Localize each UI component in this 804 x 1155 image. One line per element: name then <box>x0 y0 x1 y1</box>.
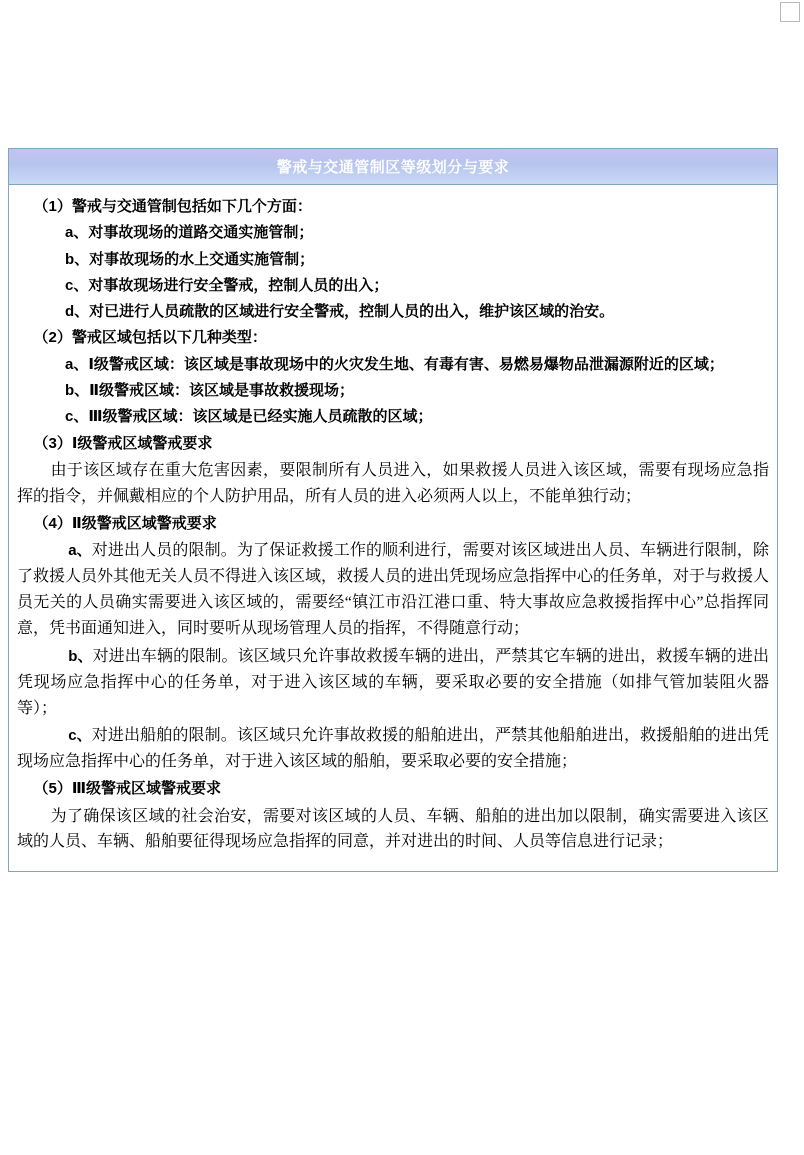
paragraph <box>17 538 769 642</box>
table-body-cell <box>9 185 777 871</box>
paragraph: （5）Ⅲ级警戒区域警戒要求 <box>33 780 222 798</box>
paragraph-lead: b、 <box>68 647 93 665</box>
paragraph: a、对事故现场的道路交通实施管制； <box>65 224 314 242</box>
paragraph: c、Ⅲ级警戒区域：该区域是已经实施人员疏散的区域； <box>65 408 433 426</box>
paragraph: 为了确保该区域的社会治安，需要对该区域的人员、车辆、船舶的进出加以限制，确实需要进入该区域的人员、车辆、船舶要征得现场应急指挥的同意，并对进出的时间、人员等信息进行记录； <box>17 807 769 851</box>
paragraph <box>17 723 769 775</box>
paragraph: （3）Ⅰ级警戒区域警戒要求 <box>33 434 213 452</box>
paragraph: （1）警戒与交通管制包括如下几个方面： <box>33 198 312 215</box>
paragraph-text: 对进出车辆的限制。该区域只允许事故救援车辆的进出，严禁其它车辆的进出，救援车辆的进出凭现场应急指挥中心的任务单，对于进入该区域的车辆，要采取必要的安全措施（如排气管加装阻火器等）； <box>17 647 769 717</box>
paragraph: c、对事故现场进行安全警戒，控制人员的出入； <box>65 276 389 294</box>
paragraph-lead: a、 <box>68 542 92 560</box>
paragraph: d、对已进行人员疏散的区域进行安全警戒，控制人员的出入，维护该区域的治安。 <box>65 303 615 321</box>
paragraph: 由于该区域存在重大危害因素，要限制所有人员进入，如果救援人员进入该区域，需要有现场应急指挥的指令，并佩戴相应的个人防护用品，所有人员的进入必须两人以上，不能单独行动； <box>17 461 769 505</box>
content-table <box>8 148 778 872</box>
paragraph: （2）警戒区域包括以下几种类型： <box>33 329 267 347</box>
paragraph: b、Ⅱ级警戒区域：该区域是事故救援现场； <box>65 382 355 400</box>
paragraph <box>17 644 769 722</box>
paragraph: （4）Ⅱ级警戒区域警戒要求 <box>33 514 217 532</box>
paragraph-text: 对进出船舶的限制。该区域只允许事故救援的船舶进出，严禁其他船舶进出，救援船舶的进出凭现场应急指挥中心的任务单，对于进入该区域的船舶，要采取必要的安全措施； <box>17 727 769 771</box>
paragraph: a、Ⅰ级警戒区域：该区域是事故现场中的火灾发生地、有毒有害、易燃易爆物品泄漏源附近的区域； <box>65 355 724 373</box>
page-corner-marker <box>780 2 800 22</box>
paragraph-lead: c、 <box>68 727 92 745</box>
table-title-bar <box>9 149 777 185</box>
paragraph: b、对事故现场的水上交通实施管制； <box>65 250 315 268</box>
paragraph-text: 对进出人员的限制。为了保证救援工作的顺利进行，需要对该区域进出人员、车辆进行限制，除了救援人员外其他无关人员不得进入该区域，救援人员的进出凭现场应急指挥中心的任务单，对于与救援人员无关的人员确实需要进入该区域的，需要经“镇江市沿江港口重、特大事故应急救援指挥中心”总指挥同意，凭书面通知进入，同时要听从现场管理人员的指挥，不得随意行动； <box>17 542 770 637</box>
page-title: 警戒与交通管制区等级划分与要求 <box>276 159 510 176</box>
